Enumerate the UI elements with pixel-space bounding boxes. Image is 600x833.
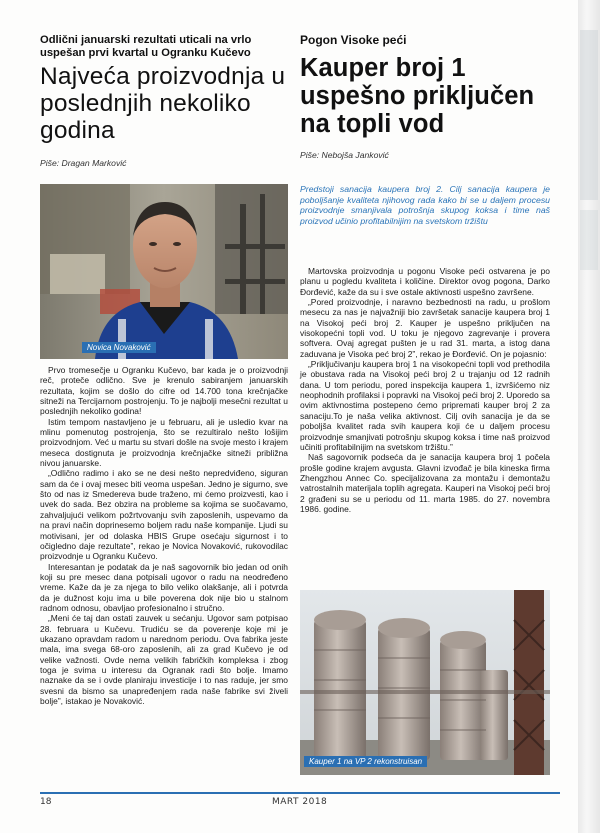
- paragraph: Interesantan je podatak da je naš sagovornik bio jedan od onih koji su pre mesec dana potpisali ugovor o radu na neodređeno vreme. Kaže da je za njega to bilo veliko olakšanje, ali i potvrda da je dužnost koju ima u bile poverena dok nije bio u stalnom radnom odnosu, obavljao profesionalno i stručno.: [40, 561, 288, 613]
- paragraph: „Meni će taj dan ostati zauvek u sećanju. Ugovor sam potpisao 28. februara u Kučevu. Trudiću se da poverenje koje mi je ukazano opravdam radom u narednom periodu. Ova fabrika jeste mala, ima svega 68-oro zaposlenih, ali za grad Kučevo je od velike važnosti. Ovde nema velikih fabričkih kompleksa i zbog toga je svima u interesu da Ogranak radi što bolje. Imamo naznake da se i ovde planiraju investicije i to nas raduje, jer smo svesni da bismo sa unapređenjem rada naše fabrike svi živeli bolje”, istakao je Novaković.: [40, 613, 288, 706]
- paragraph: Martovska proizvodnja u pogonu Visoke peći ostvarena je po planu u pogledu kvaliteta i količine. Direktor ovog pogona, Darko Đorđević, kaže da su i sve ostale aktivnosti uspešno završene.: [300, 266, 550, 297]
- page-number: 18: [40, 797, 52, 807]
- paragraph: „Priključivanju kaupera broj 1 na visokopećni topli vod prethodila je obustava rada na Visokoj peći broj 2 u trajanju od 12 radnih dana. U tom periodu, pored inspekcija kaupera 1, izvršićemo niz neophodnih profilaksi i popravki na Visokoj peći broj 2. Uporedo sa ovim aktivnostima postepeno ćemo pripremati kauper broj 2 za sanaciju.To je naša velika aktivnost. Cilj ovih sanacija je da se poboljša kvalitet rada svih kaupera koji će u daljem procesu proizvodnje smanjivati potrošnju skupog koksa i time naš proizvod učiniti profitabilnijim na svetskom tržištu.”: [300, 359, 550, 452]
- right-article-body: [300, 266, 550, 514]
- left-byline: Piše: Dragan Marković: [40, 158, 127, 168]
- paragraph: „Pored proizvodnje, i naravno bezbednosti na radu, u prošlom mesecu za nas je najvažniji bio završetak sanacije kaupera broj 1 na Visokoj peći broj 2. Kauper je uspešno priključen na visokopećni topli vod. U toku je njegovo zagrevanje i provera softvera. Ovaj agregat pušten je u rad 31. marta, a istog dana zaduvana je Visoka peć broj 2”, rekao je Đorđević. On je pojasnio:: [300, 297, 550, 359]
- paragraph: Prvo tromesečje u Ogranku Kučevo, bar kada je o proizvodnji reč, proteče odlično. Sve je krenulo sabiranjem januarskih rezultata, kojim se došlo do cifre od 14.700 tona krečnjačke sitneži na Tercijarnom postrojenju. To je najbolji mesečni rezultat u poslednjih nekoliko godina!: [40, 365, 288, 417]
- left-kicker: Odlični januarski rezultati uticali na vrlo uspešan prvi kvartal u Ogranku Kučevo: [40, 34, 252, 59]
- issue-label: MART 2018: [272, 797, 328, 807]
- footer-rule: [40, 792, 560, 794]
- right-article-header: [300, 34, 550, 160]
- portrait-illustration: [40, 184, 288, 359]
- left-headline: Najveća proizvodnja u poslednjih nekoliko godina: [40, 63, 286, 144]
- paragraph: Istim tempom nastavljeno je u februaru, ali je usledio kvar na mlinu pomenutog postrojenja, što se rezultiralo nešto lošijim proizvodnjom. Već u martu su stvari došle na svoje mesto i krajem meseca dostignuta je proizvodnja krečnjačke sitneži približna nivou januarske.: [40, 416, 288, 469]
- portrait-photo: [40, 184, 288, 359]
- plant-caption: Kauper 1 na VP 2 rekonstruisan: [304, 756, 427, 767]
- paragraph: Naš sagovornik podseća da je sanacija kaupera broj 1 počela prošle godine krajem avgusta. Glavni izvođač je bila kineska firma Zhengzhou Annec Co. specijalizovana za montažu i demontažu vatrostalnih materijala toplih agregata. Kauperi na Visokoj peći broj 2 građeni su se u periodu od 11. marta 1985. do 27. novembra 1986. godine.: [300, 452, 550, 514]
- adjacent-page-bleed: [580, 30, 598, 200]
- paragraph: „Odlično radimo i ako se ne desi nešto nepredviđeno, siguran sam da će i ovaj mesec biti veoma uspešan. Jedno je sigurno, sve što od nas iz Smedereva bude traženo, mi ćemo proizvesti, kao i uvek do sada. Bez obzira na probleme sa kojima se suočavamo, zahvaljujući velikom požrtvovanju svih zaposlenih, uspevamo da na pravi način doprinesemo boljem radu naše kompanije. Ljudi su motivisani, jer od dolaska HBIS Grupe osećaju sigurnost i to očigledno daje rezultate”, rekao je Novica Novaković, rukovodilac proizvodnje u Ogranku Kučevo.: [40, 468, 288, 562]
- plant-photo: [300, 590, 550, 775]
- right-headline: Kauper broj 1 uspešno priključen na topli vod: [300, 54, 535, 138]
- portrait-caption: Novica Novaković: [82, 342, 156, 353]
- left-article-body: [40, 365, 288, 706]
- plant-illustration: [300, 590, 550, 775]
- right-byline: Piše: Nebojša Janković: [300, 150, 389, 160]
- adjacent-page-bleed: [580, 210, 598, 270]
- right-lead: Predstoji sanacija kaupera broj 2. Cilj sanacija kaupera je poboljšanje kvaliteta njihovog rada kako bi se u daljem procesu proizvodnje smanjivala potrošnja skupog koksa i time naš proizvod učinio profitabilnijim na svetskom tržištu: [300, 184, 550, 226]
- left-article-header: [40, 34, 288, 168]
- right-kicker: Pogon Visoke peći: [300, 33, 407, 47]
